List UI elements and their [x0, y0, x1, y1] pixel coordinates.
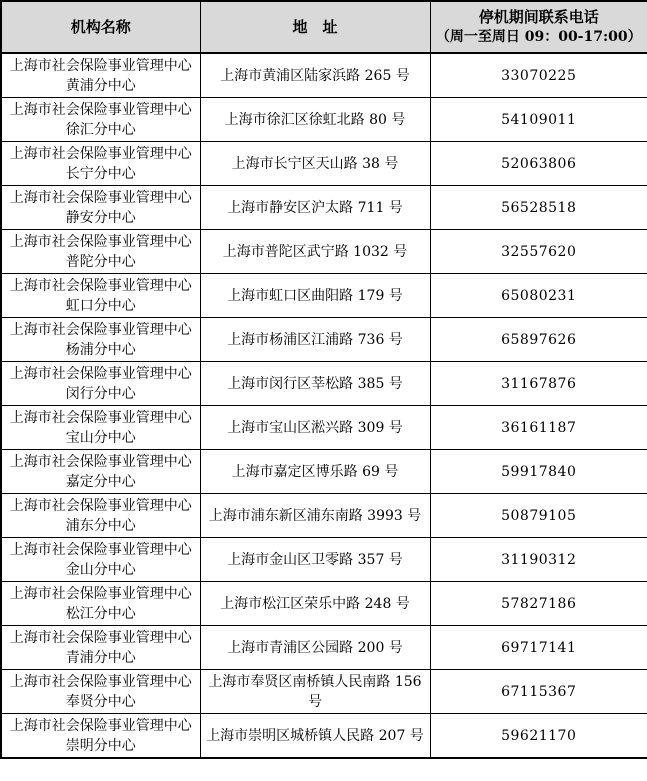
table-row — [1, 582, 647, 626]
org-line2: 奉贤分中心 — [65, 693, 136, 710]
address-cell: 上海市徐汇区徐虹北路 80 号 — [200, 98, 430, 142]
address-cell: 上海市松江区荣乐中路 248 号 — [200, 582, 430, 626]
org-line1: 上海市社会保险事业管理中心 — [9, 57, 192, 74]
phone-cell: 59917840 — [430, 450, 647, 494]
org-line1: 上海市社会保险事业管理中心 — [9, 541, 192, 558]
phone-cell: 31190312 — [430, 538, 647, 582]
org-line1: 上海市社会保险事业管理中心 — [9, 101, 192, 118]
org-line2: 徐汇分中心 — [65, 121, 136, 138]
org-line1: 上海市社会保险事业管理中心 — [9, 409, 192, 426]
table-row — [1, 186, 647, 230]
org-cell — [1, 230, 200, 274]
phone-cell: 59621170 — [430, 714, 647, 759]
org-line1: 上海市社会保险事业管理中心 — [9, 629, 192, 646]
address-cell: 上海市杨浦区江浦路 736 号 — [200, 318, 430, 362]
org-cell — [1, 670, 200, 714]
org-line1: 上海市社会保险事业管理中心 — [9, 585, 192, 602]
table-row — [1, 714, 647, 759]
address-cell: 上海市浦东新区浦东南路 3993 号 — [200, 494, 430, 538]
org-line1: 上海市社会保险事业管理中心 — [9, 453, 192, 470]
org-cell — [1, 274, 200, 318]
table-row — [1, 142, 647, 186]
table-row — [1, 98, 647, 142]
address-cell: 上海市奉贤区南桥镇人民南路 156 号 — [200, 670, 430, 714]
header-phone-line1: 停机期间联系电话 — [478, 8, 599, 26]
phone-cell: 33070225 — [430, 53, 647, 98]
table-row — [1, 538, 647, 582]
org-line2: 长宁分中心 — [65, 165, 136, 182]
org-line2: 普陀分中心 — [65, 253, 136, 270]
org-cell — [1, 626, 200, 670]
header-row — [1, 1, 647, 53]
org-cell — [1, 582, 200, 626]
org-line1: 上海市社会保险事业管理中心 — [9, 145, 192, 162]
address-cell: 上海市虹口区曲阳路 179 号 — [200, 274, 430, 318]
phone-cell: 54109011 — [430, 98, 647, 142]
address-cell: 上海市崇明区城桥镇人民路 207 号 — [200, 714, 430, 759]
org-line1: 上海市社会保险事业管理中心 — [9, 673, 192, 690]
org-cell — [1, 98, 200, 142]
org-cell — [1, 142, 200, 186]
org-line2: 杨浦分中心 — [65, 341, 136, 358]
table-row — [1, 274, 647, 318]
address-cell: 上海市嘉定区博乐路 69 号 — [200, 450, 430, 494]
phone-cell: 50879105 — [430, 494, 647, 538]
org-line2: 虹口分中心 — [65, 297, 136, 314]
table-row — [1, 494, 647, 538]
address-cell: 上海市宝山区淞兴路 309 号 — [200, 406, 430, 450]
org-line2: 闵行分中心 — [65, 385, 136, 402]
org-line2: 浦东分中心 — [65, 517, 136, 534]
table-row — [1, 626, 647, 670]
address-cell: 上海市金山区卫零路 357 号 — [200, 538, 430, 582]
org-cell — [1, 53, 200, 98]
header-address: 地 址 — [200, 1, 430, 53]
address-cell: 上海市青浦区公园路 200 号 — [200, 626, 430, 670]
address-cell: 上海市静安区沪太路 711 号 — [200, 186, 430, 230]
org-cell — [1, 362, 200, 406]
org-line2: 嘉定分中心 — [65, 473, 136, 490]
table-row — [1, 450, 647, 494]
org-line2: 青浦分中心 — [65, 649, 136, 666]
phone-cell: 65897626 — [430, 318, 647, 362]
table-row — [1, 230, 647, 274]
phone-cell: 57827186 — [430, 582, 647, 626]
table-row — [1, 406, 647, 450]
org-cell — [1, 450, 200, 494]
address-cell: 上海市普陀区武宁路 1032 号 — [200, 230, 430, 274]
table-header — [1, 1, 647, 53]
address-cell: 上海市闵行区莘松路 385 号 — [200, 362, 430, 406]
address-cell: 上海市长宁区天山路 38 号 — [200, 142, 430, 186]
org-line1: 上海市社会保险事业管理中心 — [9, 497, 192, 514]
table-body — [1, 53, 647, 758]
table-row — [1, 670, 647, 714]
org-cell — [1, 494, 200, 538]
org-cell — [1, 538, 200, 582]
table-row — [1, 362, 647, 406]
org-line2: 宝山分中心 — [65, 429, 136, 446]
org-line2: 崇明分中心 — [65, 737, 136, 754]
phone-cell: 32557620 — [430, 230, 647, 274]
phone-cell: 65080231 — [430, 274, 647, 318]
org-cell — [1, 714, 200, 759]
org-cell — [1, 406, 200, 450]
table-row — [1, 318, 647, 362]
phone-cell: 31167876 — [430, 362, 647, 406]
header-phone — [430, 1, 647, 53]
header-org-name: 机构名称 — [1, 1, 200, 53]
header-phone-line2: （周一至周日 09：00-17:00） — [435, 29, 642, 45]
org-cell — [1, 186, 200, 230]
org-line2: 黄浦分中心 — [65, 77, 136, 94]
org-line1: 上海市社会保险事业管理中心 — [9, 189, 192, 206]
org-line1: 上海市社会保险事业管理中心 — [9, 717, 192, 734]
org-line2: 静安分中心 — [65, 209, 136, 226]
phone-cell: 56528518 — [430, 186, 647, 230]
phone-cell: 69717141 — [430, 626, 647, 670]
address-cell: 上海市黄浦区陆家浜路 265 号 — [200, 53, 430, 98]
phone-cell: 67115367 — [430, 670, 647, 714]
org-cell — [1, 318, 200, 362]
org-line2: 松江分中心 — [65, 605, 136, 622]
org-line2: 金山分中心 — [65, 561, 136, 578]
phone-cell: 36161187 — [430, 406, 647, 450]
org-line1: 上海市社会保险事业管理中心 — [9, 277, 192, 294]
org-line1: 上海市社会保险事业管理中心 — [9, 233, 192, 250]
table-row — [1, 53, 647, 98]
phone-cell: 52063806 — [430, 142, 647, 186]
org-line1: 上海市社会保险事业管理中心 — [9, 321, 192, 338]
org-line1: 上海市社会保险事业管理中心 — [9, 365, 192, 382]
